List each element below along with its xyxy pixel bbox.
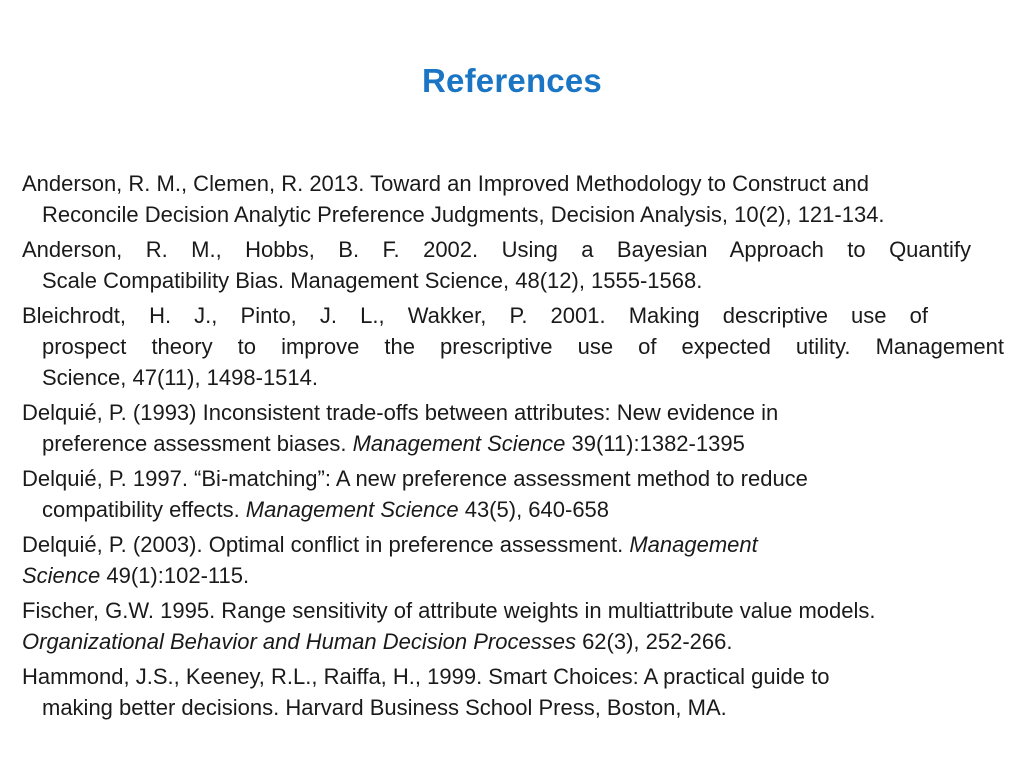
reference-text: 43(5), 640-658	[458, 497, 610, 522]
reference-line	[22, 560, 1022, 591]
journal-name: Science	[22, 563, 101, 588]
reference-item	[22, 595, 1022, 657]
journal-name: Organizational Behavior and Human Decision Processes	[22, 629, 576, 654]
reference-text: preference assessment biases.	[42, 431, 353, 456]
journal-name: Management Science	[352, 431, 566, 456]
reference-text: 49(1):102-115.	[100, 563, 250, 588]
reference-item	[22, 397, 1022, 459]
reference-line: Delquié, P. (1993) Inconsistent trade-offs between attributes: New evidence in	[22, 400, 779, 425]
reference-text: 62(3), 252-266.	[575, 629, 733, 654]
reference-line	[22, 529, 1022, 560]
reference-line: Reconcile Decision Analytic Preference Judgments, Decision Analysis, 10(2), 121-134.	[42, 202, 885, 227]
reference-line: Anderson, R. M., Clemen, R. 2013. Toward an Improved Methodology to Construct and	[22, 171, 870, 196]
reference-line	[22, 428, 1022, 459]
reference-line: Bleichrodt, H. J., Pinto, J. L., Wakker, P. 2001. Making descriptive use of	[22, 303, 928, 328]
reference-line: Science, 47(11), 1498-1514.	[42, 365, 318, 390]
slide-title: References	[422, 62, 602, 99]
reference-text: 39(11):1382-1395	[565, 431, 745, 456]
reference-line	[22, 494, 1022, 525]
reference-line: prospect theory to improve the prescriptive use of expected utility. Management	[42, 334, 1004, 359]
reference-line: making better decisions. Harvard Business School Press, Boston, MA.	[42, 695, 727, 720]
reference-list	[22, 168, 1022, 723]
reference-item	[22, 661, 1022, 723]
reference-item	[22, 234, 1022, 296]
reference-item	[22, 529, 1022, 591]
journal-name: Management Science	[245, 497, 459, 522]
reference-item	[22, 300, 1022, 393]
journal-name: Management	[629, 532, 758, 557]
reference-line: Anderson, R. M., Hobbs, B. F. 2002. Using a Bayesian Approach to Quantify	[22, 237, 971, 262]
reference-line: Scale Compatibility Bias. Management Science, 48(12), 1555-1568.	[42, 268, 703, 293]
reference-line: Delquié, P. 1997. “Bi-matching”: A new preference assessment method to reduce	[22, 466, 808, 491]
reference-line: Fischer, G.W. 1995. Range sensitivity of attribute weights in multiattribute value models.	[22, 598, 876, 623]
reference-text: Delquié, P. (2003). Optimal conflict in preference assessment.	[22, 532, 630, 557]
reference-line: Hammond, J.S., Keeney, R.L., Raiffa, H., 1999. Smart Choices: A practical guide to	[22, 664, 830, 689]
reference-item	[22, 168, 1022, 230]
reference-text: compatibility effects.	[42, 497, 246, 522]
reference-item	[22, 463, 1022, 525]
reference-line	[22, 626, 1022, 657]
